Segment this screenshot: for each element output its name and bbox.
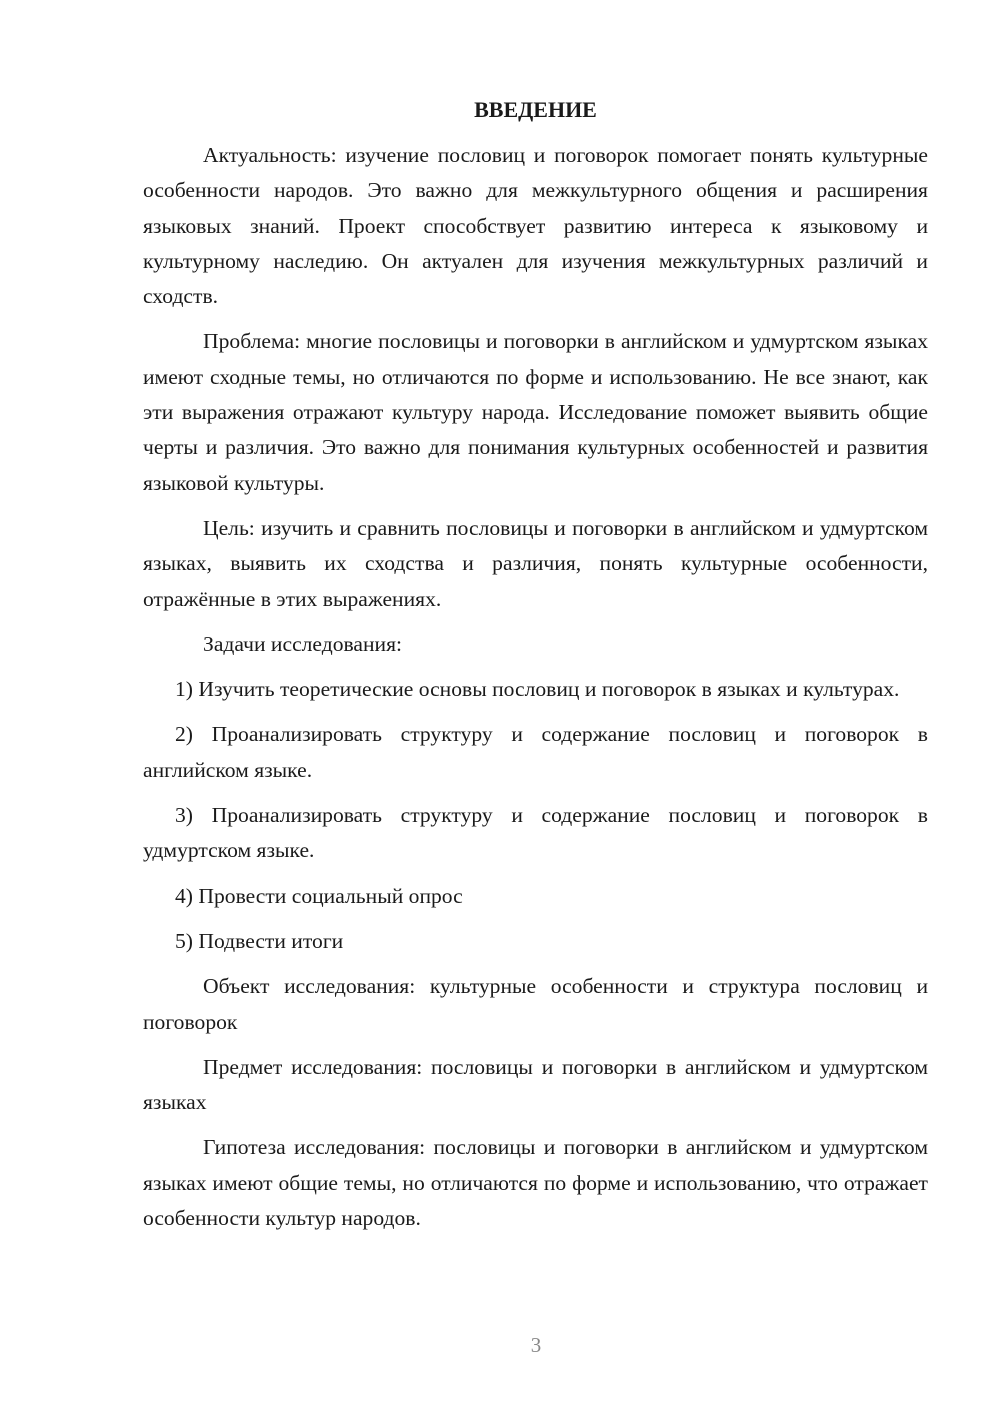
document-page [143,93,928,1246]
section-heading: ВВЕДЕНИЕ [474,97,597,122]
relevance-paragraph: Актуальность: изучение пословиц и поговорок помогает понять культурные особенности народов. Это важно для межкультурного общения и расширения языковых знаний. Проект способствует развитию интереса к языковому и культурному наследию. Он актуален для изучения межкультурных различий и сходств. [143,143,928,309]
task-item: 5) Подвести итоги [175,928,344,953]
hypothesis-paragraph: Гипотеза исследования: пословицы и поговорки в английском и удмуртском языках имеют общие темы, но отличаются по форме и использованию, что отражает особенности культур народов. [143,1135,928,1231]
problem-paragraph: Проблема: многие пословицы и поговорки в английском и удмуртском языках имеют сходные темы, но отличаются по форме и использованию. Не все знают, как эти выражения отражают культуру народа. Исследование поможет выявить общие черты и различия. Это важно для понимания культурных особенностей и развития языковой культуры. [143,329,928,495]
object-paragraph: Объект исследования: культурные особенности и структура пословиц и поговорок [143,974,928,1034]
goal-paragraph: Цель: изучить и сравнить пословицы и поговорки в английском и удмуртском языках, выявить их сходства и различия, понять культурные особенности, отражённые в этих выражениях. [143,515,928,611]
tasks-heading: Задачи исследования: [203,631,403,656]
task-item: 4) Провести социальный опрос [175,883,463,908]
task-item: 2) Проанализировать структуру и содержание пословиц и поговорок в английском языке. [143,722,928,782]
page-number: 3 [530,1333,542,1357]
task-item: 3) Проанализировать структуру и содержание пословиц и поговорок в удмуртском языке. [143,803,928,863]
task-item: 1) Изучить теоретические основы пословиц и поговорок в языках и культурах. [175,677,900,702]
subject-paragraph: Предмет исследования: пословицы и поговорки в английском и удмуртском языках [143,1054,928,1115]
